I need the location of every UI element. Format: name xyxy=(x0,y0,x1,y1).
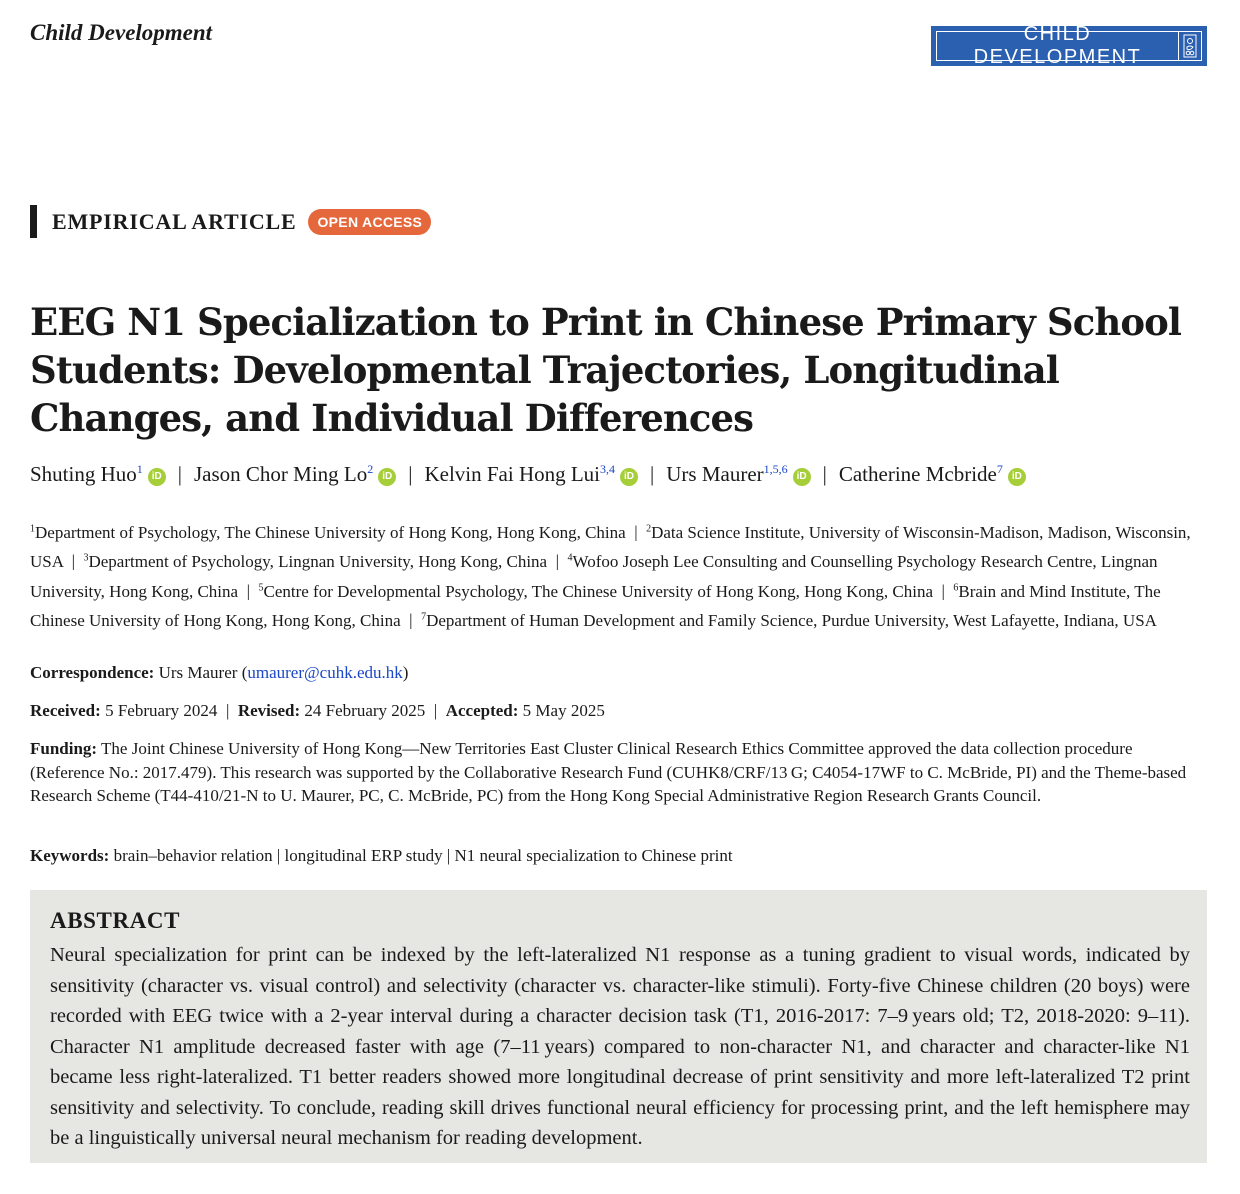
keywords-text: brain–behavior relation | longitudinal ERP study | N1 neural specialization to Chinese print xyxy=(113,846,733,865)
seal-icon xyxy=(1178,32,1201,60)
affiliation: $^1$Department of Psychology, The Chinese University of Hong Kong, Hong Kong, China xyxy=(30,522,626,542)
author[interactable] xyxy=(839,462,1026,486)
open-access-badge: OPEN ACCESS xyxy=(308,209,431,235)
article-type xyxy=(30,205,431,238)
abstract-text: Neural specialization for print can be indexed by the left-lateralized N1 response as a tuning gradient to visual words, indicated by sensitivity (character vs. visual control) and selectivity (character vs. character-like stimuli). Forty-five Chinese children (20 boys) were recorded with EEG twice with a 2-year interval during a character decision task (T1, 2016-2017: 7–9 years old; T2, 2018-2020: 9–11). Character N1 amplitude decreased faster with age (7–11 years) compared to non-character N1, and character and character-like N1 became less right-lateralized. T1 better readers showed more longitudinal decrease of print sensitivity and more left-lateralized T2 print sensitivity and selectivity. To conclude, reading skill drives functional neural efficiency for processing print, and the left hemisphere may be a linguistically universal neural mechanism for reading development. xyxy=(50,944,1190,1149)
article-title: EEG N1 Specialization to Print in Chinese Primary School Students: Developmental Trajectories, Longitudinal Changes, and Individual Differences xyxy=(30,300,1182,440)
author-affiliation-ref[interactable]: 7 xyxy=(996,462,1003,476)
author[interactable] xyxy=(666,462,810,486)
correspondence: Correspondence: Urs Maurer (umaurer@cuhk.edu.hk) xyxy=(30,663,409,682)
author[interactable] xyxy=(194,462,396,486)
affiliation: $^6$Brain and Mind Institute, The Chinese University of Hong Kong, Hong Kong, China xyxy=(30,581,1161,631)
author-separator: | xyxy=(822,462,827,486)
author-name[interactable]: Jason Chor Ming Lo xyxy=(193,462,368,486)
author-list xyxy=(30,462,1220,487)
accepted-date: 5 May 2025 xyxy=(522,701,605,720)
article-dates: Received: 5 February 2024 | Revised: 24 February 2025 | Accepted: 5 May 2025 xyxy=(30,701,605,720)
author-name[interactable]: Kelvin Fai Hong Lui xyxy=(424,462,601,486)
affiliations: $^1$Department of Psychology, The Chinese University of Hong Kong, Hong Kong, China | $^2$Data Science Institute, University of Wisconsin-Madison, Madison, Wisconsin, USA | $^3$Department of Psychology, Lingnan University, Hong Kong, China | $^4$Wofoo Joseph Lee Consulting and Counselling Psychology Research Centre, Lingnan University, Hong Kong, China | $^5$Centre for Developmental Psychology, The Chinese University of Hong Kong, Hong Kong, China | $^6$Brain and Mind Institute, The Chinese University of Hong Kong, Hong Kong, China | $^7$Department of Human Development and Family Science, Purdue University, West Lafayette, Indiana, USA xyxy=(30,522,1191,631)
author-name[interactable]: Shuting Huo xyxy=(30,462,137,486)
author-affiliation-ref[interactable]: 2 xyxy=(367,462,374,476)
affiliation: $^3$Department of Psychology, Lingnan University, Hong Kong, China xyxy=(83,552,548,572)
author-affiliation-ref[interactable]: 1,5,6 xyxy=(763,462,788,476)
author-separator: | xyxy=(650,462,655,486)
funding-text: The Joint Chinese University of Hong Kong—New Territories East Cluster Clinical Research Ethics Committee approved the data collection procedure (Reference No.: 2017.479). This research was supported by the Collaborative Research Fund (CUHK8/CRF/13 G; C4054-17WF to C. McBride, PI) and the Theme-based Research Scheme (T44-410/21-N to U. Maurer, PC, C. McBride, PC) from the Hong Kong Special Administrative Region Research Grants Council. xyxy=(30,739,1187,805)
author-separator: | xyxy=(408,462,413,486)
keywords: Keywords: brain–behavior relation | longitudinal ERP study | N1 neural specialization to Chinese print xyxy=(30,846,733,865)
article-type-bar xyxy=(30,205,37,238)
orcid-icon[interactable]: iD xyxy=(793,468,811,486)
affiliation: $^4$Wofoo Joseph Lee Consulting and Counselling Psychology Research Centre, Lingnan University, Hong Kong, China xyxy=(30,552,1158,601)
orcid-icon[interactable]: iD xyxy=(620,468,638,486)
affiliation: $^5$Centre for Developmental Psychology, The Chinese University of Hong Kong, Hong Kong, China xyxy=(258,581,933,601)
author[interactable] xyxy=(424,462,638,486)
orcid-icon[interactable]: iD xyxy=(378,468,396,486)
author-separator: | xyxy=(177,462,182,486)
orcid-icon[interactable]: iD xyxy=(1008,468,1026,486)
affiliation: $^2$Data Science Institute, University of Wisconsin-Madison, Madison, Wisconsin, USA xyxy=(30,522,1191,572)
author-name[interactable]: Catherine Mcbride xyxy=(838,462,997,486)
revised-date: 24 February 2025 xyxy=(304,701,426,720)
author-name[interactable]: Urs Maurer xyxy=(666,462,764,486)
correspondence-email-link[interactable]: umaurer@cuhk.edu.hk xyxy=(247,663,403,682)
affiliation: $^7$Department of Human Development and Family Science, Purdue University, West Lafayette, Indiana, USA xyxy=(421,611,1157,631)
funding: Funding: The Joint Chinese University of Hong Kong—New Territories East Cluster Clinical Research Ethics Committee approved the data collection procedure (Reference No.: 2017.479). This research was supported by the Collaborative Research Fund (CUHK8/CRF/13 G; C4054-17WF to C. McBride, PI) and the Theme-based Research Scheme (T44-410/21-N to U. Maurer, PC, C. McBride, PC) from the Hong Kong Special Administrative Region Research Grants Council. xyxy=(30,739,1187,805)
author[interactable] xyxy=(30,462,166,486)
author-affiliation-ref[interactable]: 1 xyxy=(136,462,143,476)
abstract-box xyxy=(30,890,1207,1163)
journal-logo[interactable] xyxy=(931,23,1207,68)
author-affiliation-ref[interactable]: 3,4 xyxy=(600,462,616,476)
abstract-heading: ABSTRACT xyxy=(50,908,181,933)
received-date: 5 February 2024 xyxy=(105,701,218,720)
orcid-icon[interactable]: iD xyxy=(148,468,166,486)
article-type-label: EMPIRICAL ARTICLE xyxy=(52,208,297,234)
correspondence-name: Urs Maurer xyxy=(158,663,238,682)
journal-logo-text: CHILD DEVELOPMENT xyxy=(973,23,1142,68)
journal-name: Child Development xyxy=(30,20,213,45)
